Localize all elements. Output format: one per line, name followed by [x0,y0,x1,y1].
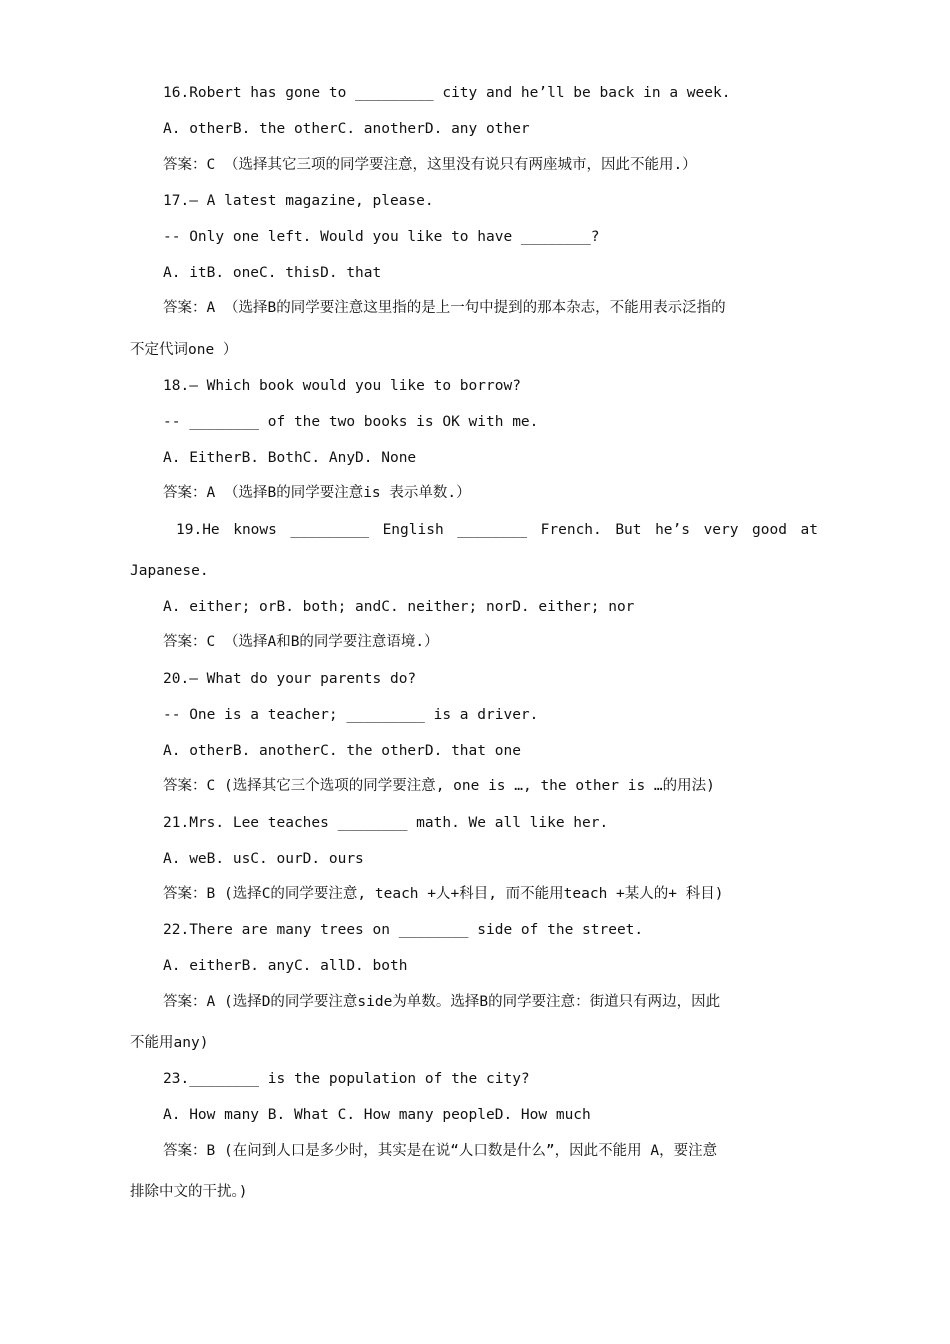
question-22-stem: 22.There are many trees on ________ side of the street. [163,922,644,938]
question-18-stem: 18.– Which book would you like to borrow? [163,378,521,394]
question-22-answer-line2: 不能用any) [130,1035,209,1051]
question-23-answer-line1: 答案：B (在问到人口是多少时，其实是在说“人口数是什么”，因此不能用 A，要注意 [163,1143,718,1159]
question-17-options: A. itB. oneC. thisD. that [163,265,382,281]
question-18-answer: 答案：A （选择B的同学要注意is 表示单数.） [163,485,471,501]
question-23-stem: 23.________ is the population of the city? [163,1071,530,1087]
question-17-reply: -- Only one left. Would you like to have ________? [163,229,600,245]
question-19-options: A. either; orB. both; andC. neither; norD. either; nor [163,599,635,615]
question-17-answer-line2: 不定代词one ） [130,342,238,358]
question-19-stem-line2: Japanese. [130,563,209,579]
question-16-answer: 答案：C （选择其它三项的同学要注意，这里没有说只有两座城市，因此不能用.） [163,157,697,173]
question-23-answer-line2: 排除中文的干扰。) [130,1184,248,1200]
question-20-stem: 20.– What do your parents do? [163,671,417,687]
question-17-stem: 17.– A latest magazine, please. [163,193,434,209]
question-16-options: A. otherB. the otherC. anotherD. any other [163,121,530,137]
question-20-reply: -- One is a teacher; _________ is a driver. [163,707,539,723]
question-22-options: A. eitherB. anyC. allD. both [163,958,408,974]
question-19-answer: 答案：C （选择A和B的同学要注意语境.） [163,634,439,650]
question-21-options: A. weB. usC. ourD. ours [163,851,364,867]
question-22-answer-line1: 答案：A (选择D的同学要注意side为单数。选择B的同学要注意：街道只有两边，因此 [163,994,721,1010]
question-16-stem: 16.Robert has gone to _________ city and he’ll be back in a week. [163,85,731,101]
question-20-answer: 答案：C (选择其它三个选项的同学要注意, one is …, the other is …的用法) [163,778,715,794]
question-18-reply: -- ________ of the two books is OK with me. [163,414,539,430]
question-21-stem: 21.Mrs. Lee teaches ________ math. We all like her. [163,815,609,831]
question-20-options: A. otherB. anotherC. the otherD. that one [163,743,521,759]
question-17-answer-line1: 答案：A （选择B的同学要注意这里指的是上一句中提到的那本杂志，不能用表示泛指的 [163,300,726,316]
question-18-options: A. EitherB. BothC. AnyD. None [163,450,417,466]
question-21-answer: 答案：B (选择C的同学要注意, teach +人+科目, 而不能用teach +某人的+ 科目) [163,886,724,902]
question-23-options: A. How many B. What C. How many peopleD. How much [163,1107,591,1123]
question-19-stem-line1: 19.He knows _________ English ________ French. But he’s very good at [176,522,818,538]
